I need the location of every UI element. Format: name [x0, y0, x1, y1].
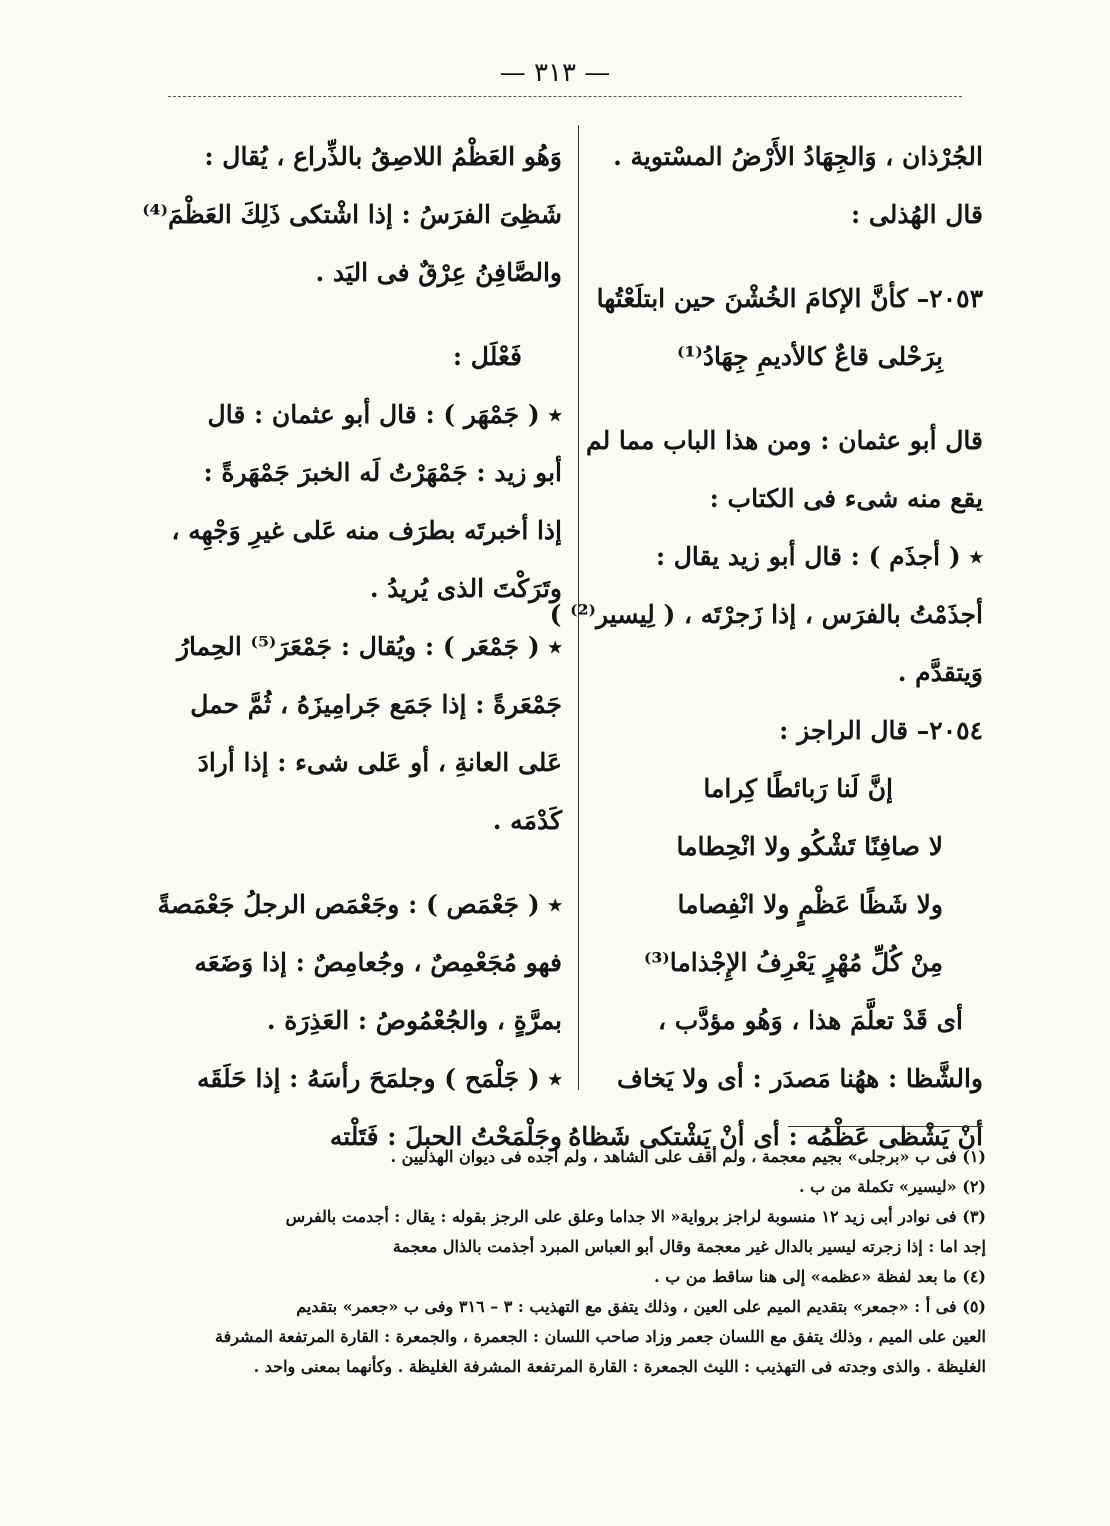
text-line: والشَّظا : ههُنا مَصدَر : أى ولا يَخاف — [616, 1064, 983, 1093]
footnote: (١) فى ب «برجلى» بجيم معجمة ، ولم أقف على الشاهد ، ولم أجده فى ديوان الهذليين . — [390, 1147, 986, 1166]
text-line: يقع منه شىء فى الكتاب : — [709, 484, 983, 513]
text-line: كَدْمَه . — [492, 806, 562, 835]
entry-heading: ٭ ( جَمْعَر ) : ويُقال : جَمْعَرَ⁽⁵⁾ الحِمارُ — [176, 632, 562, 661]
text-line: وَهُو العَظْمُ اللاصِقُ بالذِّراع ، يُقال : — [204, 142, 562, 171]
right-column — [549, 128, 983, 1166]
text-line: وتَرَكْتَ الذى يُريدُ . — [369, 574, 562, 603]
verse-line: إنَّ لَنا رَبائطًا كِراما — [703, 774, 893, 803]
column-divider — [578, 125, 579, 1090]
footnote-continuation: إجد اما : إذا زجرته ليسير بالدال غير معجمة وقال أبو العباس المبرد أجذمت بالذال معجمة — [392, 1237, 986, 1256]
text-line: أنْ يَشْظى عَظْمُه : أى أنْ يَشْتكى شَظاهُ — [568, 1122, 983, 1151]
text-line: أبو زيد : جَمْهَرْتُ لَه الخبرَ جَمْهَرةً : — [203, 458, 562, 487]
text-line: الجُرْذان ، وَالجِهَادُ الأَرْضُ المسْتوية . — [613, 142, 983, 171]
entry-heading: ٭ ( جَلْمَح ) وجلمَحَ رأسَهُ : إذا حَلَقَه — [196, 1064, 562, 1093]
text-line: أى قَدْ تعلَّمَ هذا ، وَهُو مؤدَّب ، — [658, 1006, 963, 1035]
text-line: وجَلْمَحْتُ الحبلَ : فَتَلْته — [329, 1122, 562, 1151]
footnotes — [170, 1142, 986, 1382]
verse-line: لا صافِنًا تَشْكُو ولا انْحِطاما — [676, 832, 943, 861]
entry-heading: ٭ ( جَمْهَر ) : قال أبو عثمان : قال — [207, 400, 562, 429]
section-heading: فَعْلَل : — [452, 342, 522, 371]
text-line: فهو مُجَعْمِصٌ ، وجُعامِصٌ : إذا وَضَعَه — [194, 948, 562, 977]
page-number: — ٣١٣ — — [499, 58, 611, 88]
left-column — [142, 128, 562, 1166]
text-line: وَيتقدَّم . — [897, 658, 983, 687]
verse-line: ولا شَظًا عَظْمٍ ولا انْفِصاما — [677, 890, 943, 919]
text-line: ٢٠٥٤– قال الراجز : — [779, 716, 983, 745]
text-line: قال الهُذلى : — [850, 200, 983, 229]
text-line: بمرَّةٍ ، والجُعْمُوصُ : العَذِرَة . — [266, 1006, 562, 1035]
footnote-rule — [788, 1126, 983, 1127]
header-rule — [168, 96, 962, 97]
text-line: قال أبو عثمان : ومن هذا الباب مما لم — [585, 426, 983, 455]
text-line: أجذَمْتُ بالفرَس ، إذا زَجرْتَه ، ( لِيسير⁽²⁾ ) — [549, 600, 983, 629]
footnote: (٤) ما بعد لفظة «عظمه» إلى هنا ساقط من ب . — [654, 1267, 986, 1286]
text-line: إذا أخبرتَه بطرَف منه عَلى غيرِ وَجْهِه ، — [171, 516, 562, 545]
verse-line: بِرَحْلى قاعٌ كالأديمِ جِهَادُ⁽¹⁾ — [676, 342, 943, 371]
footnote: (٣) فى نوادر أبى زيد ١٢ منسوبة لراجز برواية« الا جداما وعلق على الرجز بقوله : يقال : أجدمت بالفرس — [285, 1207, 986, 1226]
text-line: جَمْعَرةً : إذا جَمَع جَرامِيزَهُ ، ثُمَّ حمل — [190, 690, 562, 719]
verse-line: ٢٠٥٣– كأنَّ الإكامَ الخُشْنَ حين ابتلَعْتُها — [596, 284, 983, 313]
text-line: شَظِىَ الفرَسُ : إذا اشْتكى ذَلِكَ العَظْمَ⁽⁴⁾ — [142, 200, 562, 229]
text-line: عَلى العانةِ ، أو عَلى شىء : إذا أرادَ — [197, 748, 562, 777]
entry-heading: ٭ ( جَعْمَص ) : وجَعْمَص الرجلُ جَعْمَصةً — [157, 890, 562, 919]
footnote: (٥) فى أ : «جمعر» بتقديم الميم على العين ، وذلك يتفق مع التهذيب : ٣ – ٣١٦ وفى ب «جعمر» بتقديم — [296, 1297, 986, 1316]
verse-line: مِنْ كُلِّ مُهْرٍ يَعْرِفُ الإِجْذاما⁽³⁾ — [643, 948, 943, 977]
footnote-continuation: العين على الميم ، وذلك يتفق مع اللسان جعمر وزاد صاحب اللسان : الجعمرة ، والجمعرة : القارة المرتفعة المشرفة — [215, 1327, 986, 1346]
entry-heading: ٭ ( أجذَم ) : قال أبو زيد يقال : — [655, 542, 983, 571]
footnote: (٢) «ليسير» تكملة من ب . — [798, 1177, 986, 1196]
footnote-continuation: الغليظة . والذى وجدته فى التهذيب : الليث الجمعرة : القارة المرتفعة المشرفة الغليظة . وكأنهما بمعنى واحد . — [253, 1357, 986, 1376]
text-line: والصَّافِنُ عِرْقٌ فى اليَد . — [315, 258, 562, 287]
